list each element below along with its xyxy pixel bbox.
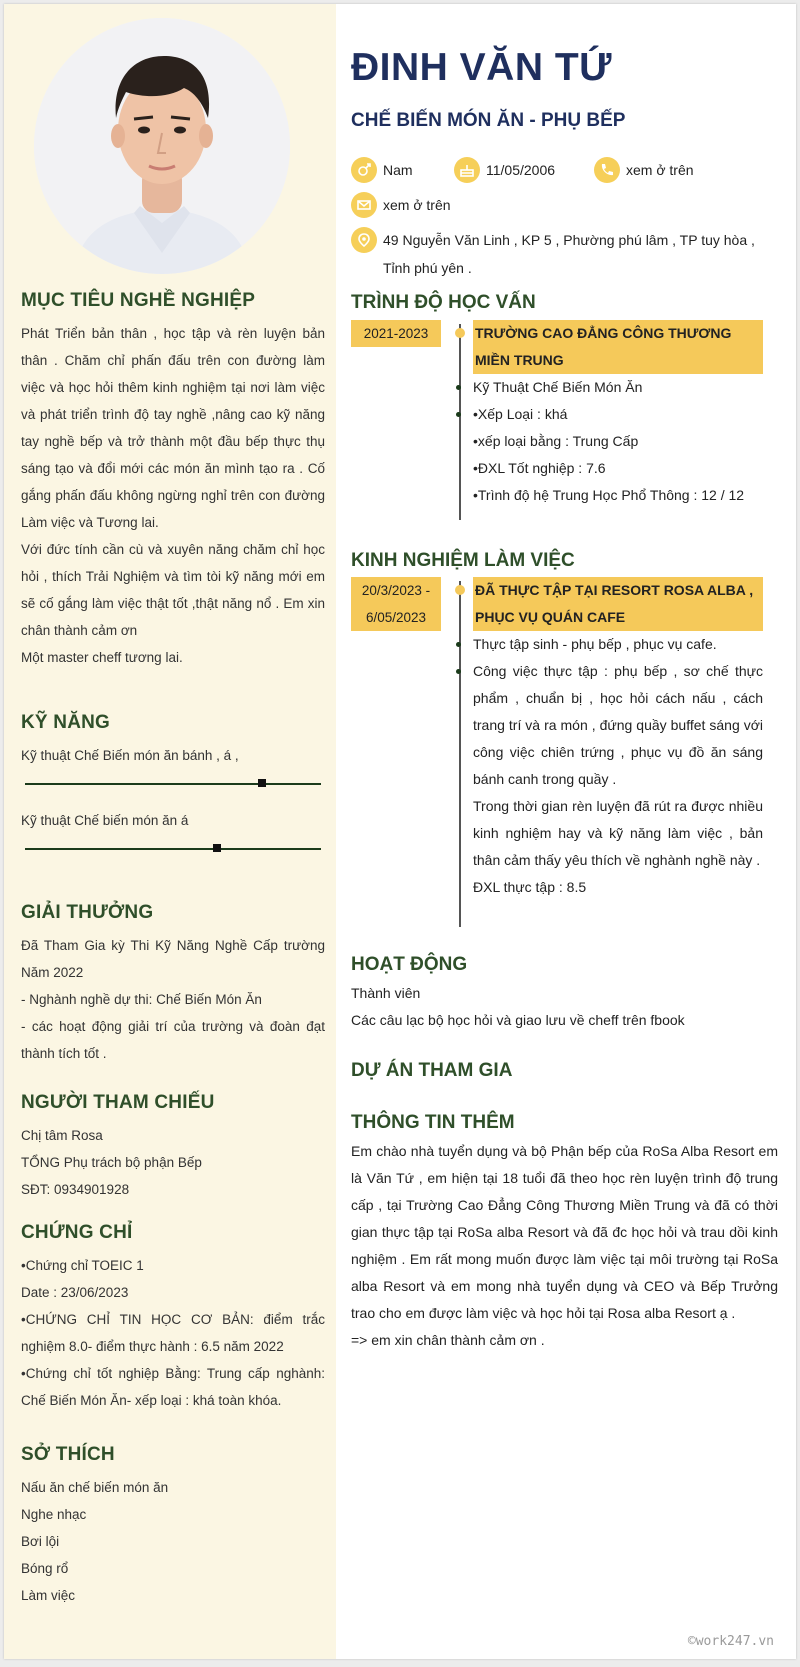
extra-content [351, 1138, 778, 1354]
education-item [473, 374, 763, 401]
phone-value: xem ở trên [626, 162, 694, 178]
award-line: Đã Tham Gia kỳ Thi Kỹ Năng Nghề Cấp trường Năm 2022 [21, 938, 325, 980]
hobbies-heading: SỞ THÍCH [21, 1444, 115, 1465]
certificates-heading: CHỨNG CHỈ [21, 1222, 133, 1243]
education-detail: •Xếp Loại : khá [473, 406, 568, 422]
main-column [336, 4, 796, 1659]
birthday-value: 11/05/2006 [486, 162, 556, 178]
education-item [473, 428, 763, 455]
school-name: TRƯỜNG CAO ĐẲNG CÔNG THƯƠNG MIỀN TRUNG [473, 320, 763, 374]
references-section [21, 1092, 325, 1203]
hobby-item: Làm việc [21, 1588, 76, 1603]
contact-phone[interactable] [594, 157, 694, 183]
objective-paragraph: Phát Triển bản thân , học tập và rèn luyện bản thân . Chăm chỉ phấn đấu trên con đường làm việc và học hỏi thêm kinh nghiệm tại nơi làm việc và phát triển trình độ tay nghề ,nâng cao kỹ năng tay nghề bếp và trở thành một đầu bếp thực thụ sáng tạo và đổi mới các món ăn mình tạo ra . Cố gắng phấn đấu không ngừng nghỉ trên con đường Làm việc và Tương lai. [21, 326, 325, 530]
education-detail: •Trình độ hệ Trung Học Phổ Thông : 12 / 12 [473, 487, 745, 503]
activities-heading: HOẠT ĐỘNG [351, 954, 468, 975]
extra-paragraph: Em chào nhà tuyển dụng và bộ Phận bếp của RoSa Alba Resort em là Văn Tứ , em hiện tại 18 tuổi đã theo học rèn luyện trình độ trung cấp , tại Trường Cao Đẳng Công Thương Miền Trung và đã có thời gian thực tập tại RoSa alba Resort và đã đc học hỏi và trau dồi kinh nghiệm . Em rất mong muốn được làm việc tại môi trường tại RoSa alba Resort và em mong nhà tuyển dụng và CEO và Bếp Trưởng trao cho em được làm việc và học hỏi tại Rosa alba Resort ạ . [351, 1143, 778, 1321]
activity-line: Thành viên [351, 985, 421, 1001]
extra-heading: THÔNG TIN THÊM [351, 1112, 515, 1133]
hobby-item: Bóng rổ [21, 1561, 69, 1576]
company-name: ĐÃ THỰC TẬP TẠI RESORT ROSA ALBA , PHỤC VỤ QUÁN CAFE [473, 577, 763, 631]
timeline-marker [455, 328, 465, 338]
contact-gender [351, 157, 413, 183]
education-detail: •xếp loại bằng : Trung Cấp [473, 433, 639, 449]
experience-timeline [351, 577, 763, 929]
projects-heading: DỰ ÁN THAM GIA [351, 1060, 513, 1081]
extra-paragraph: => em xin chân thành cảm ơn . [351, 1332, 545, 1348]
experience-item [473, 631, 763, 658]
skills-section [21, 712, 325, 850]
reference-line: SĐT: 0934901928 [21, 1182, 130, 1197]
timeline-line [459, 581, 461, 927]
gender-icon [351, 157, 377, 183]
hobby-item: Bơi lội [21, 1534, 60, 1549]
reference-line: Chị tâm Rosa [21, 1128, 103, 1143]
activities-content [351, 980, 781, 1034]
experience-tasks: Công việc thực tập : phụ bếp , sơ chế thực phẩm , chuẩn bị , học hỏi cách nấu , cách trang trí và ra món , đứng quầy buffet sáng với công việc chiên trứng , phục vụ đồ ăn sáng bánh canh trong quầy . [473, 663, 763, 787]
skill-bar [25, 848, 321, 850]
hobbies-section [21, 1444, 325, 1609]
experience-item [473, 658, 763, 793]
gender-value: Nam [383, 162, 413, 178]
hobby-item: Nghe nhạc [21, 1507, 87, 1522]
skill-label: Kỹ thuật Chế Biến món ăn bánh , á , [21, 748, 239, 763]
skill-level-marker [213, 844, 221, 852]
education-heading: TRÌNH ĐỘ HỌC VẤN [351, 292, 536, 313]
reference-line: TỔNG Phụ trách bộ phận Bếp [21, 1155, 202, 1170]
skill-item [21, 742, 325, 785]
objective-paragraph: Với đức tính cần cù và xuyên năng chăm chỉ học hỏi , thích Trải Nghiệm và tìm tòi kỹ năng mới em sẽ cố gắng làm việc thật tốt ,thật năng nổ . Em xin chân thành cảm ơn [21, 542, 325, 638]
experience-score: ĐXL thực tập : 8.5 [473, 879, 587, 895]
avatar-portrait [34, 18, 290, 274]
education-content [473, 320, 763, 509]
skill-item [21, 807, 325, 850]
email-value: xem ở trên [383, 197, 451, 213]
experience-item [473, 793, 763, 874]
experience-lesson: Trong thời gian rèn luyện đã rút ra được nhiều kinh nghiệm hay và kỹ năng làm việc , bản thân cảm thấy yêu thích về nghành nghề này . [473, 798, 763, 868]
references-heading: NGƯỜI THAM CHIẾU [21, 1092, 215, 1113]
activity-line: Các câu lạc bộ học hỏi và giao lưu về cheff trên fbook [351, 1012, 685, 1028]
objective-paragraph: Một master cheff tương lai. [21, 650, 183, 665]
cv-page [4, 4, 796, 1659]
watermark: ©work247.vn [687, 1634, 774, 1649]
objective-section [21, 290, 325, 671]
education-detail: •ĐXL Tốt nghiệp : 7.6 [473, 460, 606, 476]
job-title: CHẾ BIẾN MÓN ĂN - PHỤ BẾP [351, 110, 626, 131]
address-value: 49 Nguyễn Văn Linh , KP 5 , Phường phú lâm , TP tuy hòa , Tỉnh phú yên . [383, 232, 755, 276]
education-major: Kỹ Thuật Chế Biến Món Ăn [473, 379, 643, 395]
experience-content [473, 577, 763, 901]
experience-item [473, 874, 763, 901]
certificate-line: •Chứng chỉ tốt nghiệp Bằng: Trung cấp nghành: Chế Biến Món Ăn- xếp loại : khá toàn khóa. [21, 1366, 325, 1408]
award-line: - các hoạt động giải trí của trường và đoàn đạt thành tích tốt . [21, 1019, 325, 1061]
education-item [473, 482, 763, 509]
skills-heading: KỸ NĂNG [21, 712, 111, 733]
bullet-dot [456, 669, 461, 674]
timeline-marker [455, 585, 465, 595]
objective-heading: MỤC TIÊU NGHỀ NGHIỆP [21, 290, 256, 311]
left-sidebar [4, 4, 336, 1659]
awards-section [21, 902, 325, 1067]
cake-icon [454, 157, 480, 183]
certificate-line: •CHỨNG CHỈ TIN HỌC CƠ BẢN: điểm trắc nghiệm 8.0- điểm thực hành : 6.5 năm 2022 [21, 1312, 325, 1354]
skill-bar [25, 783, 321, 785]
skill-level-marker [258, 779, 266, 787]
education-timeline [351, 320, 763, 526]
timeline-line [459, 324, 461, 520]
contact-email[interactable] [351, 192, 451, 218]
experience-heading: KINH NGHIỆM LÀM VIỆC [351, 550, 575, 571]
certificate-line: •Chứng chỉ TOEIC 1 [21, 1258, 144, 1273]
certificate-line: Date : 23/06/2023 [21, 1285, 129, 1300]
hobby-item: Nấu ăn chế biến món ăn [21, 1480, 169, 1495]
skill-label: Kỹ thuật Chế biến món ăn á [21, 813, 189, 828]
award-line: - Nghành nghề dự thi: Chế Biến Món Ăn [21, 992, 262, 1007]
experience-date: 20/3/2023 - 6/05/2023 [351, 577, 441, 631]
certificates-section [21, 1222, 325, 1414]
experience-role: Thực tập sinh - phụ bếp , phục vụ cafe. [473, 636, 717, 652]
phone-icon [594, 157, 620, 183]
map-pin-icon [351, 227, 377, 253]
profile-photo [34, 18, 290, 274]
awards-heading: GIẢI THƯỞNG [21, 902, 154, 923]
education-item [473, 455, 763, 482]
education-item [473, 401, 763, 428]
contact-address [351, 226, 781, 282]
education-date: 2021-2023 [351, 320, 441, 347]
bullet-dot [456, 412, 461, 417]
contact-birthday [454, 157, 555, 183]
candidate-name: ĐINH VĂN TỨ [351, 46, 613, 89]
bullet-dot [456, 642, 461, 647]
email-icon [351, 192, 377, 218]
bullet-dot [456, 385, 461, 390]
